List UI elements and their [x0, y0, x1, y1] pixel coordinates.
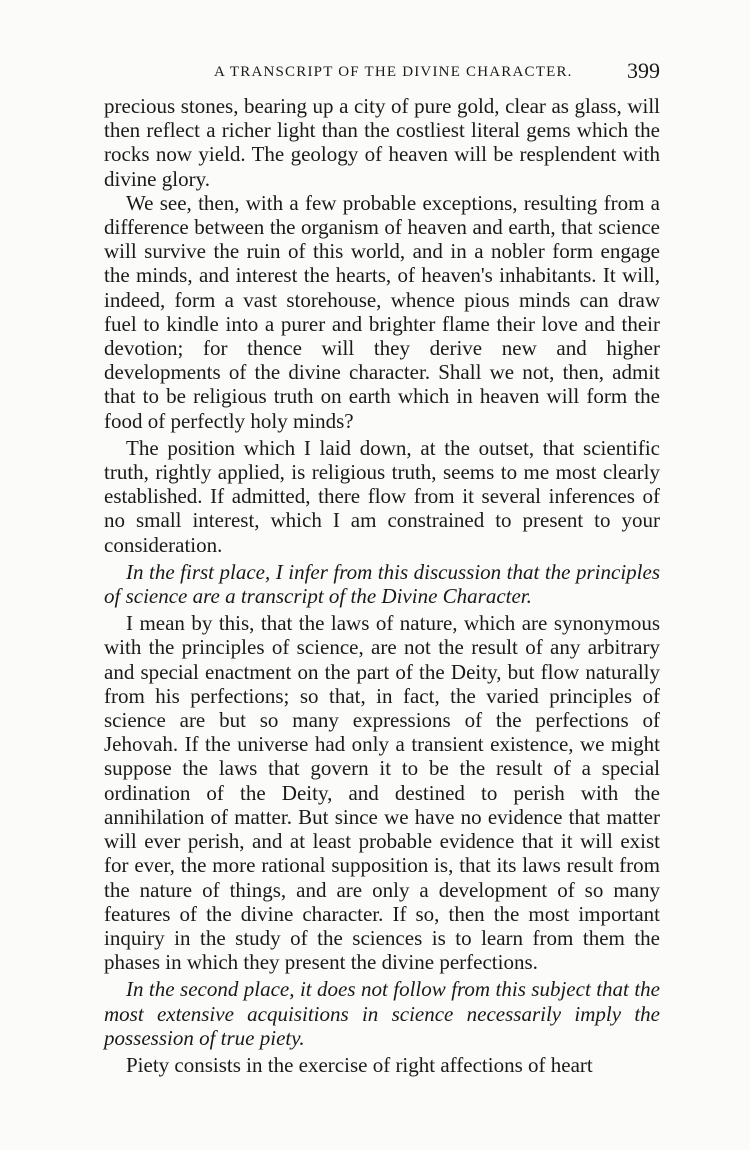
paragraph: We see, then, with a few probable exceptions, resulting from a difference between the organism of heaven and earth, that science will survive the ruin of this world, and in a nobler form engage the minds, and interest the hearts, of heaven's inhabitants. It will, indeed, form a vast storehouse, whence pious minds can draw fuel to kindle into a purer and brighter flame their love and their devotion; for thence will they derive new and higher developments of the divine character. Shall we not, then, admit that to be religious truth on earth which in heaven will form the food of perfectly holy minds? [104, 190, 660, 433]
paragraph: Piety consists in the exercise of right affections of heart [126, 1052, 593, 1077]
page-number: 399 [627, 58, 660, 83]
paragraph: precious stones, bearing up a city of pure gold, clear as glass, will then reflect a richer light than the costliest literal gems which the rocks now yield. The geology of heaven will be resplendent with divine glory. [104, 94, 660, 191]
running-head: A TRANSCRIPT OF THE DIVINE CHARACTER. [214, 64, 573, 80]
inference-heading: In the first place, I infer from this discussion that the principles of science are a transcript of the Divine Character. [104, 559, 660, 609]
paragraph: The position which I laid down, at the outset, that scientific truth, rightly applied, is religious truth, seems to me most clearly established. If admitted, there flow from it several inferences of no small interest, which I am constrained to present to your consideration. [104, 435, 660, 557]
paragraph: I mean by this, that the laws of nature, which are synonymous with the principles of science, are not the result of any arbitrary and special enactment on the part of the Deity, but flow naturally from his perfections; so that, in fact, the varied principles of science are but so many expressions of the perfections of Jehovah. If the universe had only a transient existence, we might suppose the laws that govern it to be the result of a special ordination of the Deity, and destined to perish with the annihilation of matter. But since we have no evidence that matter will ever perish, and at least probable evidence that it will exist for ever, the more rational supposition is, that its laws result from the nature of things, and are only a development of so many features of the divine character. If so, then the most important inquiry in the study of the sciences is to learn from them the phases in which they present the divine perfections. [104, 611, 660, 975]
inference-heading: In the second place, it does not follow from this subject that the most extensive acquisitions in science necessarily imply the possession of true piety. [104, 977, 660, 1050]
body-text [104, 94, 660, 1077]
page-header [104, 58, 660, 88]
